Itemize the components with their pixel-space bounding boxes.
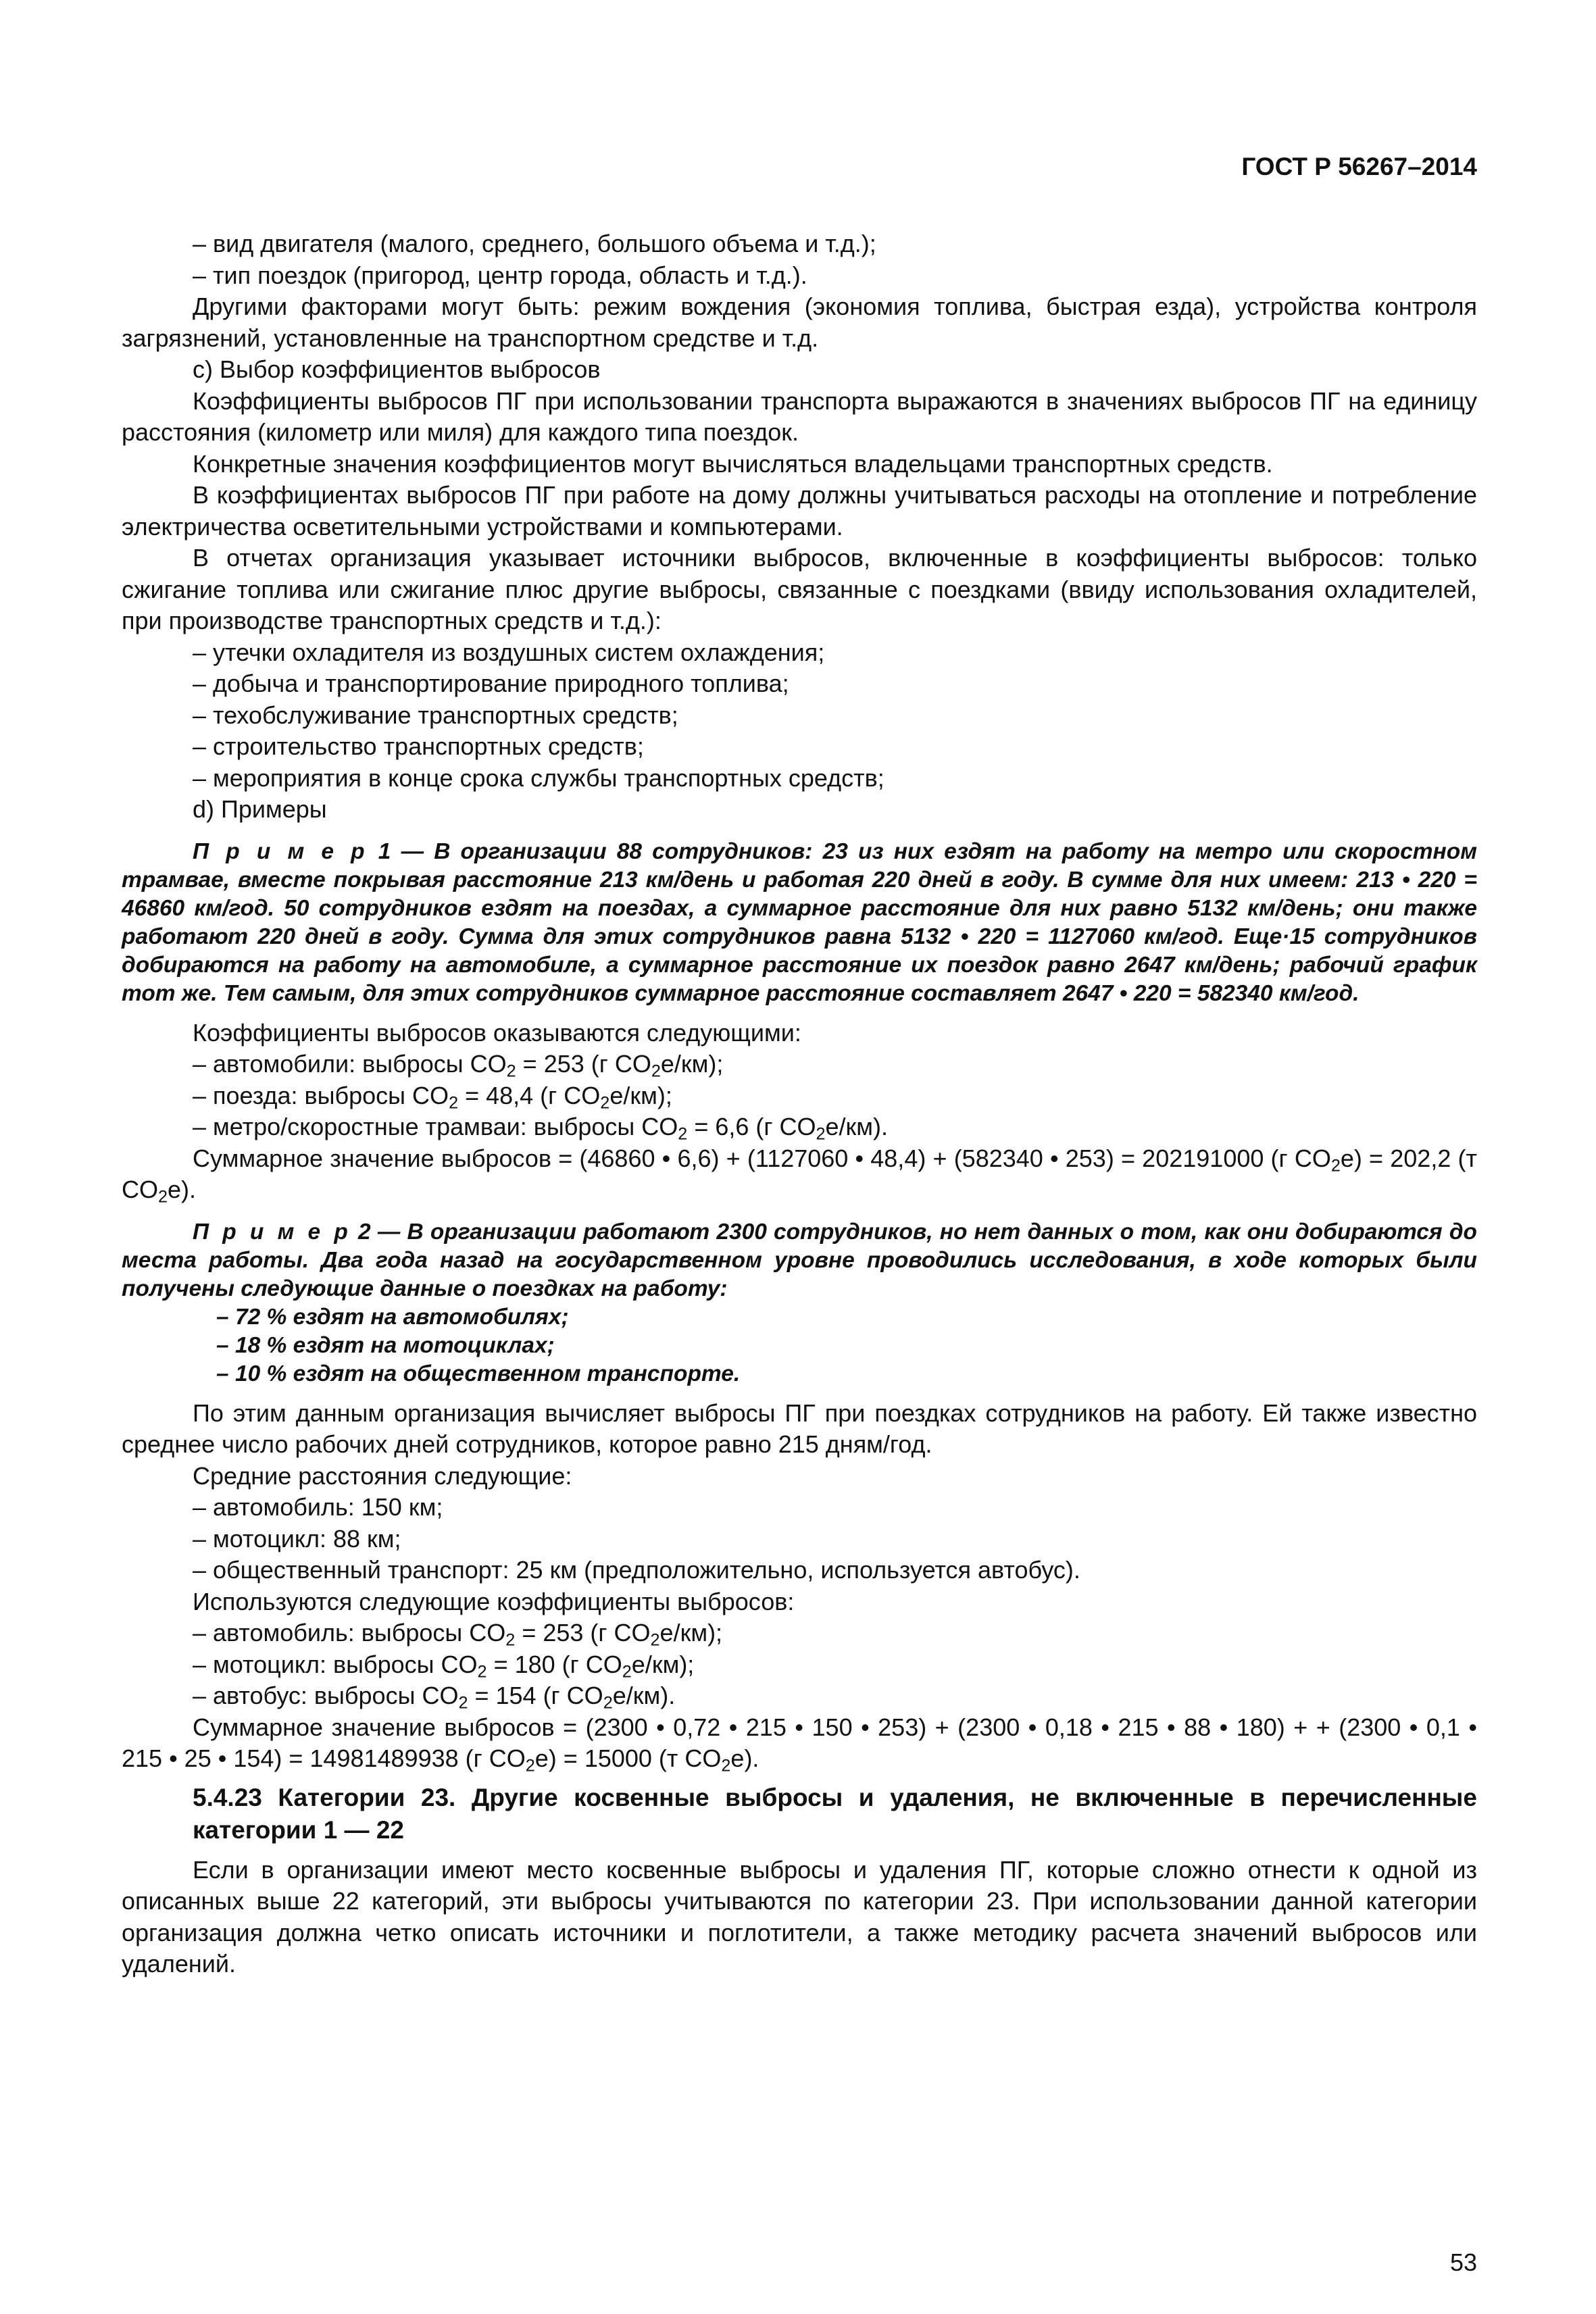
list-item: – техобслуживание транспортных средств;: [193, 701, 678, 729]
section-text: Если в организации имеют место косвенные выбросы и удаления ПГ, которые сложно отнести к одной из описанных выше 22 категорий, эти выбросы учитываются по категории 23. При использовании данной категории организация должна четко описать источники и поглотители, а также методику расчета значений выбросов или удалений.: [122, 1855, 1477, 1978]
document-page: [122, 0, 1477, 2314]
page-number: 53: [1449, 2248, 1477, 2276]
formula-total: Суммарное значение выбросов = (46860 • 6,6) + (1127060 • 48,4) + (582340 • 253) = 202191000 (г $CO_2e) = 202,2$ (т $CO_2e$).: [122, 1144, 1477, 1207]
formula-line: – автобус: выбросы $CO_2 = 154$ (г $CO_2e/км$).: [193, 1682, 676, 1713]
example-list-item: – 72 % ездят на автомобилях;: [216, 1304, 569, 1330]
list-item: – мотоцикл: 88 км;: [193, 1524, 401, 1553]
paragraph: Конкретные значения коэффициентов могут вычисляться владельцами транспортных средств.: [193, 449, 1273, 478]
list-item: – автомобиль: 150 км;: [193, 1493, 443, 1521]
example-list-item: – 10 % ездят на общественном транспорте.: [216, 1361, 741, 1386]
example-list-item: – 18 % ездят на мотоциклах;: [216, 1332, 555, 1358]
example-number: 2 —: [351, 1219, 407, 1244]
formula-line: – поезда: выбросы $CO_2 = 48,4$ (г $CO_2e/км$);: [193, 1081, 672, 1112]
list-item: – утечки охладителя из воздушных систем охлаждения;: [193, 638, 825, 666]
subheading-c: c) Выбор коэффициентов выбросов: [193, 355, 601, 383]
formula-line: – автомобиль: выбросы $CO_2 = 253$ (г $CO_2e/км$);: [193, 1619, 723, 1650]
list-item: – тип поездок (пригород, центр города, область и т.д.).: [193, 261, 807, 289]
paragraph: По этим данным организация вычисляет выбросы ПГ при поездках сотрудников на работу. Ей также известно среднее число рабочих дней сотрудников, которое равно 215 дням/год.: [122, 1399, 1477, 1458]
paragraph: Средние расстояния следующие:: [193, 1461, 572, 1490]
paragraph: Другими факторами могут быть: режим вождения (экономия топлива, быстрая езда), устройства контроля загрязнений, установленные на транспортном средстве и т.д.: [122, 293, 1477, 352]
example-label: П р и м е р: [193, 838, 368, 864]
paragraph: В отчетах организация указывает источники выбросов, включенные в коэффициенты выбросов: только сжигание топлива или сжигание плюс другие выбросы, связанные с поездками (ввиду использования охладителей, при производстве транспортных средств и т.д.):: [122, 544, 1477, 634]
example-label: П р и м е р: [193, 1219, 351, 1244]
subheading-d: d) Примеры: [193, 795, 327, 823]
formula-line: – автомобили: выбросы $CO_2 = 253$ (г $CO_2e/км$);: [193, 1050, 724, 1081]
paragraph: Коэффициенты выбросов ПГ при использовании транспорта выражаются в значениях выбросов ПГ на единицу расстояния (километр или миля) для каждого типа поездок.: [122, 386, 1477, 446]
example-2: [122, 1218, 1477, 1303]
formula-total: Суммарное значение выбросов = (2300 • 0,72 • 215 • 150 • 253) + (2300 • 0,18 • 215 • 88 • 180) + + (2300 • 0,1 • 215 • 25 • 154) = 14981489938 (г $CO_2e) = 15000$ (т $CO_2e$).: [122, 1713, 1477, 1776]
section-heading: 5.4.23 Категории 23. Другие косвенные выбросы и удаления, не включенные в перечисленные категории 1 — 22: [193, 1783, 1477, 1844]
paragraph: В коэффициентах выбросов ПГ при работе на дому должны учитываться расходы на отопление и потребление электричества осветительными устройствами и компьютерами.: [122, 481, 1477, 540]
paragraph: Используются следующие коэффициенты выбросов:: [193, 1587, 795, 1615]
formula-line: – мотоцикл: выбросы $CO_2 = 180$ (г $CO_2e/км$);: [193, 1650, 695, 1681]
formula-line: – метро/скоростные трамваи: выбросы $CO_2 = 6,6$ (г $CO_2e/км$).: [193, 1113, 889, 1144]
example-text: В организации работают 2300 сотрудников, но нет данных о том, как они добираются до места работы. Два года назад на государственном уровне проводились исследования, в ходе которых были получены следующие данные о поездках на работу:: [122, 1219, 1478, 1301]
document-header: ГОСТ Р 56267–2014: [1241, 153, 1477, 180]
example-1: [122, 838, 1477, 1008]
example-text: В организации 88 сотрудников: 23 из них ездят на работу на метро или скоростном трамвае, вместе покрывая расстояние 213 км/день и работая 220 дней в году. В сумме для них имеем: 213 • 220 = 46860 км/год. 50 сотрудников ездят на поездах, а суммарное расстояние для них равно 5132 км/день; они также работают 220 дней в году. Сумма для этих сотрудников равна 5132 • 220 = 1127060 км/год. Еще·15 сотрудников добираются на работу на автомобиле, а суммарное расстояние их поездок равно 2647 км/день; рабочий график тот же. Тем самым, для этих сотрудников суммарное расстояние составляет 2647 • 220 = 582340 км/год.: [122, 838, 1477, 1006]
list-item: – добыча и транспортирование природного топлива;: [193, 670, 789, 697]
list-item: – общественный транспорт: 25 км (предположительно, используется автобус).: [193, 1556, 1080, 1584]
body-text: [122, 228, 1477, 1980]
list-item: – мероприятия в конце срока службы транспортных средств;: [193, 763, 884, 792]
list-item: – строительство транспортных средств;: [193, 732, 644, 760]
paragraph: Коэффициенты выбросов оказываются следующими:: [193, 1018, 801, 1047]
example-number: 1 —: [368, 838, 434, 864]
list-item: – вид двигателя (малого, среднего, большого объема и т.д.);: [193, 230, 876, 257]
